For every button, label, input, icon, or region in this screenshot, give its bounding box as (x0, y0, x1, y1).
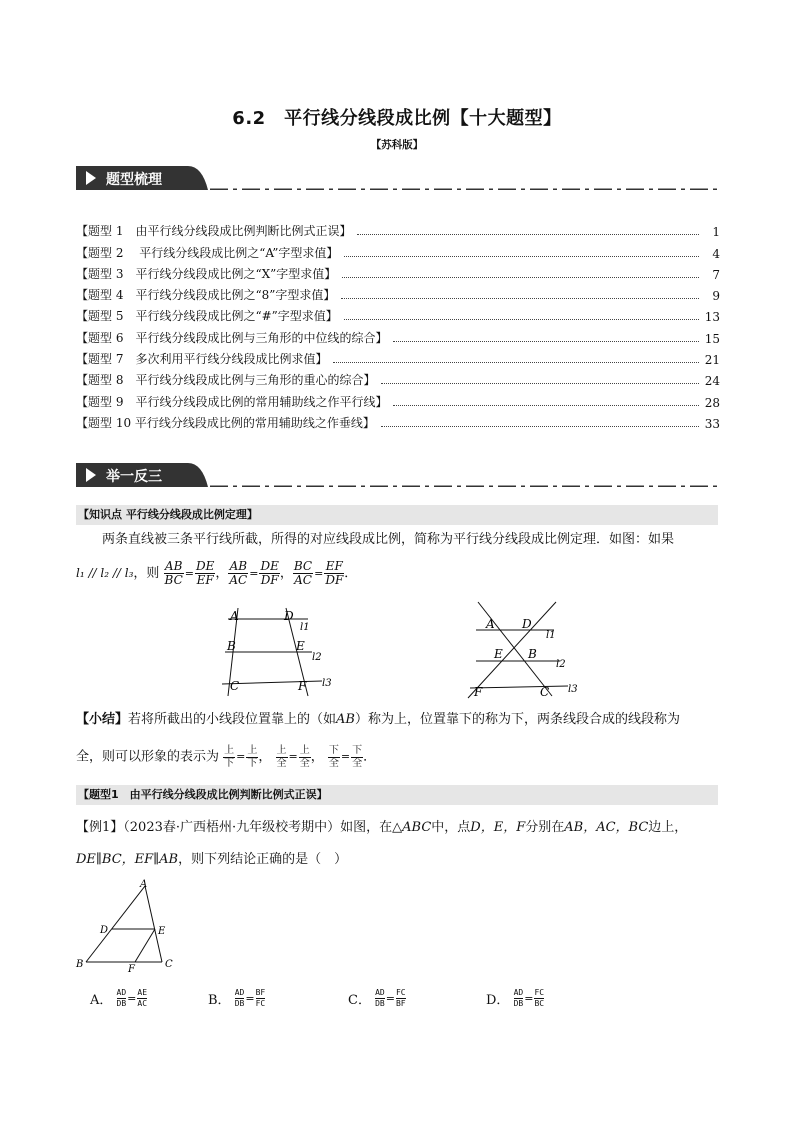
summary-ratio-1-left: 上 下 (224, 744, 235, 769)
section-title-examples: 举一反三 (106, 469, 162, 485)
page-title: 6.2 平行线分线段成比例【十大题型】 (232, 108, 562, 129)
theorem-ratios: l₁ // l₂ // l₃，则 $\frac{AB}{BC}$ = $\frac{DE}{EF}$ ， $\frac{AB}{AC}$ = $\frac{DE}{DF}$ ， $\frac{BC}{AC}$ = $\frac{EF}{DF}$ ． (76, 559, 358, 587)
toc-dot-leader (333, 362, 699, 363)
option-ratio-right: $\frac{AE}{AC}$ (137, 988, 148, 1008)
option-key: A． (90, 993, 113, 1008)
summary-end: ． (363, 749, 377, 765)
type1-heading: 【题型1 由平行线分线段成比例判断比例式正误】 (76, 785, 718, 805)
option-ratio-right: $\frac{FC}{BC}$ (534, 988, 545, 1008)
tri-label-e: E (158, 926, 166, 937)
edition-label: 【苏科版】 (370, 139, 424, 151)
fig1-label-d: D (284, 609, 294, 623)
fig2-label-l1: l1 (546, 630, 556, 641)
fig2-label-l2: l2 (556, 659, 566, 670)
tri-label-c: C (165, 959, 173, 970)
example-lead: 【例1】 (76, 820, 124, 835)
section-title-catalog: 题型梳理 (106, 172, 162, 188)
toc-dot-leader (381, 383, 699, 384)
option-d[interactable]: D． $\frac{AD}{DB}=$ $\frac{FC}{BC}$ (486, 988, 545, 1008)
summary-ratio-1-right: 上 下 (247, 744, 258, 769)
summary-segment: AB (336, 712, 355, 727)
toc-entry-label: 【题型 4 平行线分线段成比例之“8”字型求值】 (76, 288, 336, 303)
toc-entry[interactable] (76, 303, 720, 324)
fig2-label-c: C (540, 685, 550, 699)
option-key: D． (486, 993, 510, 1008)
example1-line-1 (76, 818, 720, 838)
triangle-name: ABC (402, 820, 432, 835)
summary-line-2: 全，则可以形象的表示为 上 下 = 上 下 ， 上 全 = 上 全 ， 下 全 = 下 全 ． (76, 744, 377, 769)
figure-parallel-lines-2 (460, 600, 585, 702)
example-text-end: 边上， (648, 820, 688, 835)
option-key: C． (348, 993, 371, 1008)
toc-entry-label: 【题型 10 平行线分线段成比例的常用辅助线之作垂线】 (76, 415, 375, 430)
ratio-left: $\frac{BC}{AC}$ (293, 559, 313, 587)
toc-entry[interactable] (76, 346, 720, 367)
tri-label-d: D (100, 925, 109, 936)
fig1-label-l1: l1 (300, 622, 310, 633)
toc-entry-label: 【题型 2 平行线分线段成比例之“A”字型求值】 (76, 245, 339, 260)
option-ratio-right: $\frac{FC}{BF}$ (395, 988, 406, 1008)
fig2-label-l3: l3 (568, 684, 578, 695)
tri-label-f: F (128, 964, 135, 975)
parallel-condition: l₁ // l₂ // l₃ (76, 566, 134, 580)
toc-page-number: 28 (704, 395, 720, 410)
toc-dot-leader (393, 405, 699, 406)
fig1-label-l3: l3 (322, 678, 332, 689)
toc-entry[interactable] (76, 324, 720, 345)
ratio-left: $\frac{AB}{AC}$ (229, 559, 248, 587)
toc-page-number: 33 (704, 416, 720, 431)
option-c[interactable]: C． $\frac{AD}{DB}=$ $\frac{FC}{BF}$ (348, 988, 406, 1008)
ratio-equation: $\frac{AB}{AC}$ = $\frac{DE}{DF}$ ， (229, 559, 293, 587)
option-a[interactable]: A． $\frac{AD}{DB}=$ $\frac{AE}{AC}$ (90, 988, 148, 1008)
fig1-label-a: A (230, 609, 239, 623)
toc-entry[interactable] (76, 282, 720, 303)
toc-entry-label: 【题型 5 平行线分线段成比例之“#”字型求值】 (76, 309, 338, 324)
section-divider-dashdot (210, 188, 718, 190)
example-text-mid2: 分别在 (525, 820, 565, 835)
knowledge-point-heading: 【知识点 平行线分线段成比例定理】 (76, 505, 718, 525)
table-of-contents (76, 218, 720, 431)
toc-page-number: 9 (712, 289, 720, 304)
summary-text-3: 全，则可以形象的表示为 (76, 749, 220, 765)
section-header-examples (76, 463, 204, 487)
parallel-conditions: DE∥BC，EF∥AB (76, 852, 179, 867)
option-ratio-left: $\frac{AD}{DB}$ (513, 988, 524, 1008)
toc-entry-label: 【题型 3 平行线分线段成比例之“X”字型求值】 (76, 266, 337, 281)
figure-triangle-abc (72, 877, 182, 975)
ratio-right: $\frac{DE}{EF}$ (195, 559, 215, 587)
toc-entry-label: 【题型 7 多次利用平行线分线段成比例求值】 (76, 352, 328, 367)
toc-entry[interactable] (76, 261, 720, 282)
toc-dot-leader (344, 256, 699, 257)
toc-entry[interactable] (76, 388, 720, 409)
fig1-label-c: C (230, 679, 240, 693)
option-ratio-left: $\frac{AD}{DB}$ (116, 988, 127, 1008)
theorem-text: 两条直线被三条平行线所截，所得的对应线段成比例，简称为平行线分线段成比例定理．如图：如果 (102, 532, 675, 547)
fig2-label-b: B (528, 647, 537, 661)
figure-parallel-lines-1 (210, 606, 340, 698)
toc-page-number: 21 (704, 353, 720, 368)
fig1-label-f: F (298, 679, 307, 693)
example1-line-2 (76, 850, 720, 870)
option-key: B． (208, 993, 231, 1008)
toc-entry[interactable] (76, 410, 720, 431)
ratio-right: $\frac{DE}{DF}$ (260, 559, 279, 587)
toc-entry[interactable] (76, 367, 720, 388)
ratio-left: $\frac{AB}{BC}$ (164, 559, 183, 587)
summary-ratio-3-left: 下 全 (328, 744, 339, 769)
toc-dot-leader (381, 426, 699, 427)
fig2-label-f: F (474, 685, 483, 699)
option-b[interactable]: B． $\frac{AD}{DB}=$ $\frac{BF}{FC}$ (208, 988, 266, 1008)
section-divider-dashdot (210, 485, 718, 487)
tri-label-a: A (140, 879, 148, 890)
ratio-equation: $\frac{AB}{BC}$ = $\frac{DE}{EF}$ ， (164, 559, 229, 587)
example-text-mid: 中，点 (431, 820, 471, 835)
toc-page-number: 13 (704, 310, 720, 325)
toc-page-number: 15 (704, 331, 720, 346)
question-text: ，则下列结论正确的是（ ） (178, 852, 348, 867)
toc-dot-leader (357, 234, 699, 235)
option-ratio-left: $\frac{AD}{DB}$ (234, 988, 245, 1008)
ratio-equation: $\frac{BC}{AC}$ = $\frac{EF}{DF}$ (293, 559, 344, 587)
toc-page-number: 7 (712, 267, 720, 282)
toc-page-number: 1 (712, 225, 720, 240)
fig2-label-a: A (486, 617, 495, 631)
toc-dot-leader (344, 319, 699, 320)
example-source: （2023春·广西梧州·九年级校考期中）如图，在△ (123, 820, 403, 835)
fig1-label-l2: l2 (312, 652, 322, 663)
option-ratio-left: $\frac{AD}{DB}$ (375, 988, 385, 1008)
fig2-label-d: D (522, 617, 532, 631)
fig1-label-b: B (227, 639, 236, 653)
fig2-label-e: E (494, 647, 503, 661)
toc-entry[interactable] (76, 239, 720, 260)
ratio-right: $\frac{EF}{DF}$ (325, 559, 344, 587)
summary-text-1: 若将所截出的小线段位置靠上的（如 (128, 712, 337, 727)
toc-dot-leader (342, 277, 699, 278)
toc-entry-label: 【题型 9 平行线分线段成比例的常用辅助线之作平行线】 (76, 394, 388, 409)
toc-entry-label: 【题型 6 平行线分线段成比例与三角形的中位线的综合】 (76, 330, 388, 345)
summary-ratio-2-right: 上 全 (299, 744, 310, 769)
toc-entry-label: 【题型 1 由平行线分线段成比例判断比例式正误】 (76, 224, 352, 239)
summary-ratio-2-left: 上 全 (276, 744, 287, 769)
toc-dot-leader (393, 341, 699, 342)
section-header-catalog (76, 166, 204, 190)
toc-page-number: 24 (704, 374, 720, 389)
option-ratio-right: $\frac{BF}{FC}$ (255, 988, 266, 1008)
summary-text-2: ）称为上，位置靠下的称为下，两条线段合成的线段称为 (354, 712, 680, 727)
summary-line-1 (76, 710, 720, 730)
toc-entry[interactable] (76, 218, 720, 239)
points-list: D，E，F (470, 820, 526, 835)
toc-entry-label: 【题型 8 平行线分线段成比例与三角形的重心的综合】 (76, 373, 376, 388)
fig1-label-e: E (296, 639, 305, 653)
summary-lead: 【小结】 (76, 712, 129, 727)
toc-dot-leader (341, 298, 699, 299)
summary-ratio-3-right: 下 全 (352, 744, 363, 769)
then-word: ，则 (133, 566, 160, 581)
sides-list: AB，AC，BC (564, 820, 649, 835)
tri-label-b: B (76, 959, 84, 970)
toc-page-number: 4 (712, 246, 720, 261)
